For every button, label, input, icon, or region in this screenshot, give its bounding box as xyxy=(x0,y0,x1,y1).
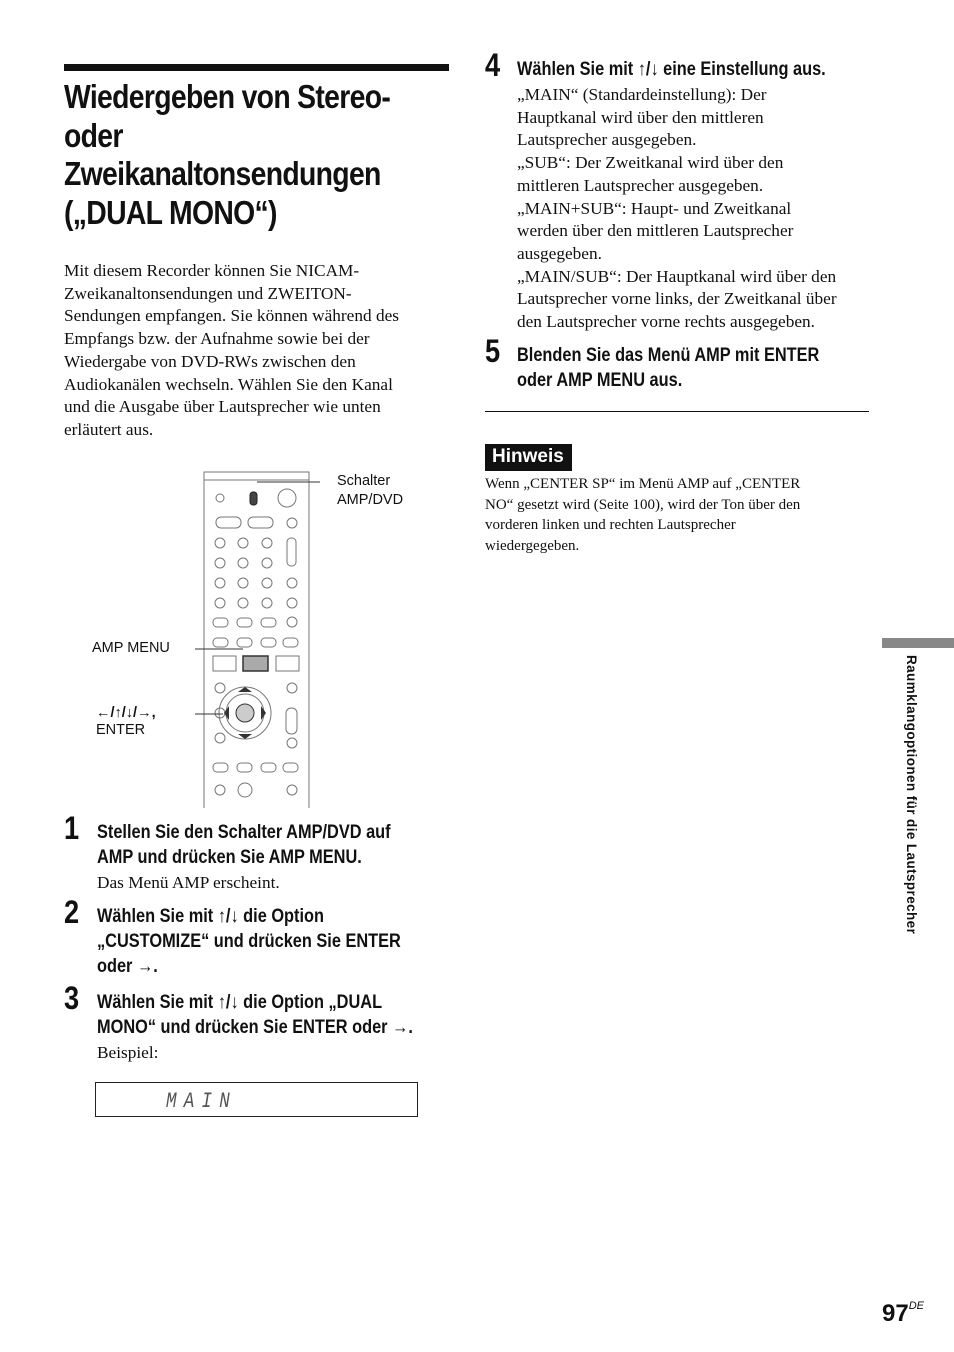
step-heading: Wählen Sie mit ↑/↓ die Option „CUSTOMIZE“ und drücken Sie ENTER oder →. xyxy=(97,906,401,977)
divider xyxy=(485,411,869,412)
amp-menu-label: AMP MENU xyxy=(92,640,170,656)
step-number: 3 xyxy=(64,980,80,1016)
intro-paragraph: Mit diesem Recorder können Sie NICAM- Zweikanaltonsendungen und ZWEITON- Sendungen empfangen. Sie können während des Empfangs bzw. der Aufnahme sowie bei der Wiedergabe von DVD-RWs zwischen den Audiokanälen wechseln. Wählen Sie den Kanal und die Ausgabe über Lautsprecher wie unten erläutert aus. xyxy=(64,261,399,439)
step-heading: Blenden Sie das Menü AMP mit ENTER oder AMP MENU aus. xyxy=(517,345,820,391)
enter-label: ENTER xyxy=(96,722,146,738)
page-number-value: 97 xyxy=(882,1300,909,1327)
display-text: MAIN xyxy=(166,1089,238,1114)
hinweis-text: Wenn „CENTER SP“ im Menü AMP auf „CENTER NO“ gesetzt wird (Seite 100), wird der Ton über den vorderen linken und rechten Lautsprecher wiedergegeben. xyxy=(485,476,801,554)
step-number: 5 xyxy=(485,333,501,369)
step-body: „MAIN“ (Standardeinstellung): Der Hauptkanal wird über den mittleren Lautsprecher ausgegeben. „SUB“: Der Zweitkanal wird über den mittleren Lautsprecher ausgegeben. „MAIN+SUB“: Haupt- und Zweitkanal werden über den mittleren Lautsprecher ausgegeben. „MAIN/SUB“: Der Hauptkanal wird über den Lautsprecher vorne links, der Zweitkanal über den Lautsprecher vorne rechts ausgegeben. xyxy=(517,85,837,332)
remote-control-illustration xyxy=(195,468,320,808)
section-tab xyxy=(882,638,954,648)
switch-label: Schalter AMP/DVD xyxy=(337,473,404,508)
page-number xyxy=(882,1300,924,1328)
section-side-label: Raumklangoptionen für die Lautsprecher xyxy=(904,655,919,935)
step-number: 1 xyxy=(64,810,80,846)
step-heading: Wählen Sie mit ↑/↓ eine Einstellung aus. xyxy=(517,59,826,80)
arrows-label: ←/↑/↓/→, xyxy=(96,705,156,721)
page-title: Wiedergeben von Stereo- oder Zweikanaltonsendungen („DUAL MONO“) xyxy=(64,78,391,231)
step-heading: Stellen Sie den Schalter AMP/DVD auf AMP und drücken Sie AMP MENU. xyxy=(97,822,391,868)
step-heading: Wählen Sie mit ↑/↓ die Option „DUAL MONO“ und drücken Sie ENTER oder →. xyxy=(97,992,413,1038)
hinweis-badge: Hinweis xyxy=(485,444,572,471)
step-body: Beispiel: xyxy=(97,1043,159,1062)
page-suffix: DE xyxy=(908,1300,924,1312)
display-example xyxy=(95,1082,418,1117)
step-body: Das Menü AMP erscheint. xyxy=(97,873,280,892)
step-number: 4 xyxy=(485,47,501,83)
title-bar xyxy=(64,64,449,71)
step-number: 2 xyxy=(64,894,80,930)
